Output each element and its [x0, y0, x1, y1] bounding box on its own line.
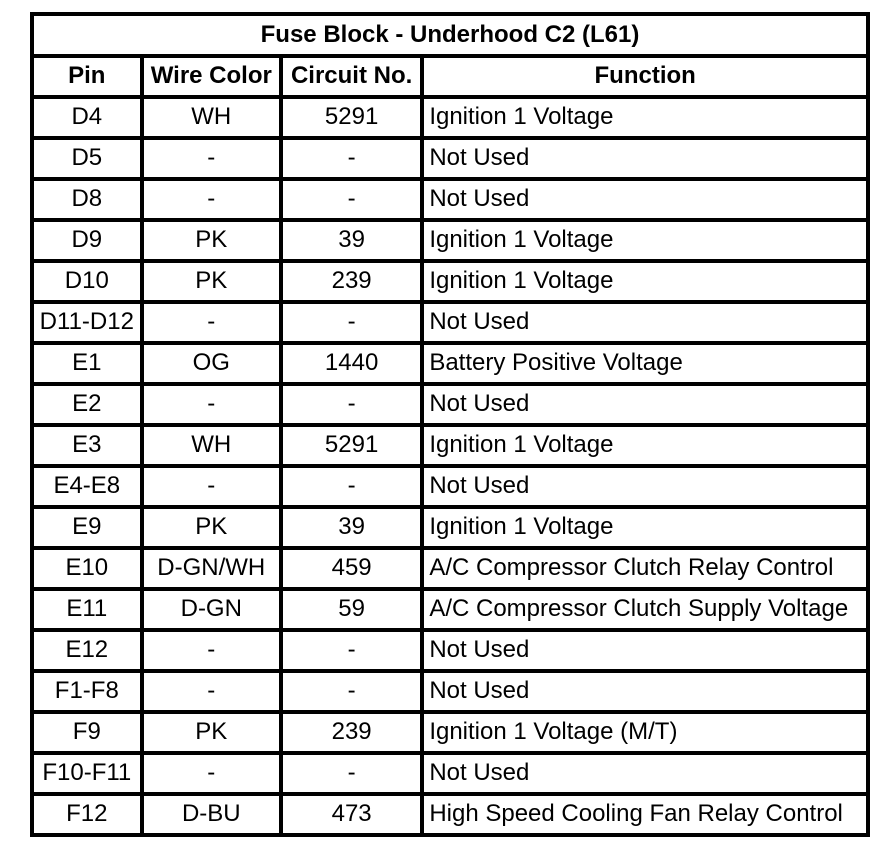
circuit-no-cell: - — [281, 302, 422, 343]
circuit-no-cell: 239 — [281, 712, 422, 753]
circuit-no-cell: 239 — [281, 261, 422, 302]
wire-color-cell: WH — [142, 425, 281, 466]
circuit-no-cell: 39 — [281, 220, 422, 261]
wire-color-cell: PK — [142, 261, 281, 302]
wire-color-cell: - — [142, 138, 281, 179]
wire-color-cell: - — [142, 630, 281, 671]
header-wire-color: Wire Color — [142, 56, 281, 97]
pin-cell: F10-F11 — [32, 753, 142, 794]
table-row — [32, 712, 868, 753]
function-cell: A/C Compressor Clutch Relay Control — [422, 548, 868, 589]
table-row — [32, 671, 868, 712]
table-row — [32, 589, 868, 630]
pin-cell: E11 — [32, 589, 142, 630]
table-row — [32, 425, 868, 466]
circuit-no-cell: - — [281, 630, 422, 671]
function-cell: Not Used — [422, 671, 868, 712]
pin-cell: D8 — [32, 179, 142, 220]
function-cell: High Speed Cooling Fan Relay Control — [422, 794, 868, 835]
pin-cell: D5 — [32, 138, 142, 179]
function-cell: Not Used — [422, 630, 868, 671]
pin-cell: D4 — [32, 97, 142, 138]
title-row — [32, 14, 868, 56]
pin-cell: E12 — [32, 630, 142, 671]
table-row — [32, 97, 868, 138]
circuit-no-cell: - — [281, 138, 422, 179]
table-row — [32, 261, 868, 302]
circuit-no-cell: 39 — [281, 507, 422, 548]
pin-cell: E4-E8 — [32, 466, 142, 507]
circuit-no-cell: - — [281, 384, 422, 425]
pin-cell: E3 — [32, 425, 142, 466]
table-title: Fuse Block - Underhood C2 (L61) — [32, 14, 868, 56]
function-cell: Ignition 1 Voltage — [422, 425, 868, 466]
wire-color-cell: PK — [142, 220, 281, 261]
wire-color-cell: PK — [142, 507, 281, 548]
wire-color-cell: D-BU — [142, 794, 281, 835]
table-row — [32, 507, 868, 548]
pin-cell: E9 — [32, 507, 142, 548]
circuit-no-cell: 1440 — [281, 343, 422, 384]
header-function: Function — [422, 56, 868, 97]
wire-color-cell: PK — [142, 712, 281, 753]
wire-color-cell: D-GN — [142, 589, 281, 630]
table-row — [32, 138, 868, 179]
pin-cell: E10 — [32, 548, 142, 589]
function-cell: Not Used — [422, 466, 868, 507]
table-row — [32, 466, 868, 507]
circuit-no-cell: 59 — [281, 589, 422, 630]
circuit-no-cell: 5291 — [281, 97, 422, 138]
circuit-no-cell: - — [281, 466, 422, 507]
function-cell: Not Used — [422, 753, 868, 794]
wire-color-cell: - — [142, 466, 281, 507]
fuse-block-table — [30, 12, 870, 837]
wire-color-cell: - — [142, 671, 281, 712]
wire-color-cell: WH — [142, 97, 281, 138]
circuit-no-cell: 473 — [281, 794, 422, 835]
header-row — [32, 56, 868, 97]
table-row — [32, 220, 868, 261]
table-row — [32, 302, 868, 343]
pin-cell: D9 — [32, 220, 142, 261]
table-row — [32, 753, 868, 794]
pin-cell: D11-D12 — [32, 302, 142, 343]
circuit-no-cell: 459 — [281, 548, 422, 589]
wire-color-cell: - — [142, 302, 281, 343]
pin-cell: F12 — [32, 794, 142, 835]
circuit-no-cell: - — [281, 179, 422, 220]
header-circuit-no: Circuit No. — [281, 56, 422, 97]
circuit-no-cell: 5291 — [281, 425, 422, 466]
function-cell: Battery Positive Voltage — [422, 343, 868, 384]
table-row — [32, 343, 868, 384]
function-cell: Not Used — [422, 138, 868, 179]
function-cell: Ignition 1 Voltage (M/T) — [422, 712, 868, 753]
header-pin: Pin — [32, 56, 142, 97]
table-row — [32, 548, 868, 589]
table-row — [32, 794, 868, 835]
wire-color-cell: D-GN/WH — [142, 548, 281, 589]
function-cell: Ignition 1 Voltage — [422, 507, 868, 548]
function-cell: Not Used — [422, 302, 868, 343]
table-row — [32, 384, 868, 425]
wire-color-cell: - — [142, 179, 281, 220]
pin-cell: D10 — [32, 261, 142, 302]
wire-color-cell: OG — [142, 343, 281, 384]
function-cell: Ignition 1 Voltage — [422, 261, 868, 302]
table-row — [32, 630, 868, 671]
wire-color-cell: - — [142, 384, 281, 425]
wire-color-cell: - — [142, 753, 281, 794]
function-cell: Ignition 1 Voltage — [422, 97, 868, 138]
function-cell: A/C Compressor Clutch Supply Voltage — [422, 589, 868, 630]
pin-cell: E2 — [32, 384, 142, 425]
circuit-no-cell: - — [281, 671, 422, 712]
circuit-no-cell: - — [281, 753, 422, 794]
function-cell: Ignition 1 Voltage — [422, 220, 868, 261]
pin-cell: F1-F8 — [32, 671, 142, 712]
table-row — [32, 179, 868, 220]
function-cell: Not Used — [422, 179, 868, 220]
pin-cell: E1 — [32, 343, 142, 384]
pin-cell: F9 — [32, 712, 142, 753]
function-cell: Not Used — [422, 384, 868, 425]
